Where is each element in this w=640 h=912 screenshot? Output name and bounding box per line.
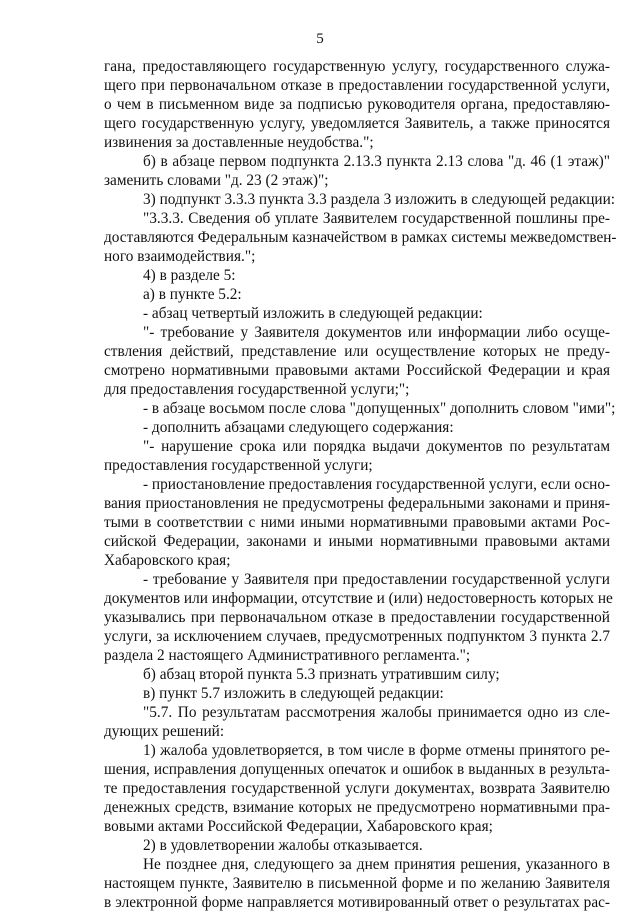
text-line: Хабаровского края; [104,552,231,569]
text-line: - дополнить абзацами следующего содержания: [143,419,454,436]
text-line: Не позднее дня, следующего за днем принятия решения, указанного в [143,856,610,873]
text-line: б) в абзаце первом подпункта 2.13.3 пункта 2.13 слова "д. 46 (1 этаж)" [143,153,610,170]
text-line: - приостановление предоставления государственной услуги, если осно- [143,476,611,493]
text-line: указывались при первоначальном отказе в предоставлении государственной [104,609,610,626]
text-line: о чем в письменном виде за подписью руководителя органа, предоставляю- [104,96,610,113]
text-line: услуги, за исключением случаев, предусмотренных подпунктом 3 пункта 2.7 [104,628,610,645]
text-line: денежных средств, взимание которых не предусмотрено нормативными пра- [104,799,610,816]
text-line: тыми в соответствии с ними иными нормативными правовыми актами Рос- [104,514,610,531]
text-line: "5.7. По результатам рассмотрения жалобы принимается одно из сле- [143,704,610,721]
text-line: сийской Федерации, законами и иными нормативными правовыми актами [104,533,610,550]
text-line: извинения за доставленные неудобства."; [104,134,374,151]
text-line: "- требование у Заявителя документов или информации либо осуще- [143,324,610,341]
text-line: б) абзац второй пункта 5.3 признать утратившим силу; [143,666,500,683]
text-line: щего государственную услугу, уведомляется Заявитель, а также приносятся [104,115,610,132]
text-line: документов или информации, отсутствие и (или) недостоверность которых не [104,590,613,607]
text-line: 1) жалоба удовлетворяется, в том числе в форме отмены принятого ре- [143,742,610,759]
text-line: те предоставления государственной услуги документах, возврата Заявителю [104,780,610,797]
text-line: "- нарушение срока или порядка выдачи документов по результатам [143,438,610,455]
text-line: вовыми актами Российской Федерации, Хабаровского края; [104,818,493,835]
text-line: предоставления государственной услуги; [104,457,373,474]
page-number: 5 [316,31,324,47]
text-line: раздела 2 настоящего Административного регламента."; [104,647,471,664]
text-line: ствления действий, представление или осуществление которых не преду- [104,343,610,360]
text-line: гана, предоставляющего государственную услугу, государственного служа- [104,58,610,75]
text-line: - требование у Заявителя при предоставлении государственной услуги [143,571,610,588]
text-line: заменить словами "д. 23 (2 этаж)"; [104,172,329,189]
text-line: а) в пункте 5.2: [143,286,242,303]
text-line: шения, исправления допущенных опечаток и ошибок в выданных в результа- [104,761,610,778]
text-line: доставляются Федеральным казначейством в рамках системы межведомствен- [104,229,617,246]
text-line: 4) в разделе 5: [143,267,236,284]
text-line: ного взаимодействия."; [104,248,256,265]
text-line: в электронной форме направляется мотивированный ответ о результатах рас- [104,894,610,911]
text-line: - в абзаце восьмом после слова "допущенных" дополнить словом "ими"; [143,400,616,417]
text-line: смотрено нормативными правовыми актами Российской Федерации и края [104,362,610,379]
text-line: 3) подпункт 3.3.3 пункта 3.3 раздела 3 изложить в следующей редакции: [143,191,616,208]
text-line: в) пункт 5.7 изложить в следующей редакции: [143,685,444,702]
text-line: щего при первоначальном отказе в предоставлении государственной услуги, [104,77,610,94]
text-line: настоящем пункте, Заявителю в письменной форме и по желанию Заявителя [104,875,610,892]
text-line: вания приостановления не предусмотрены федеральными законами и приня- [104,495,610,512]
text-line: "3.3.3. Сведения об уплате Заявителем государственной пошлины пре- [143,210,610,227]
text-line: для предоставления государственной услуги;"; [104,381,410,398]
text-line: дующих решений: [104,723,225,740]
text-line: 2) в удовлетворении жалобы отказывается. [143,837,423,854]
text-line: - абзац четвертый изложить в следующей редакции: [143,305,483,322]
